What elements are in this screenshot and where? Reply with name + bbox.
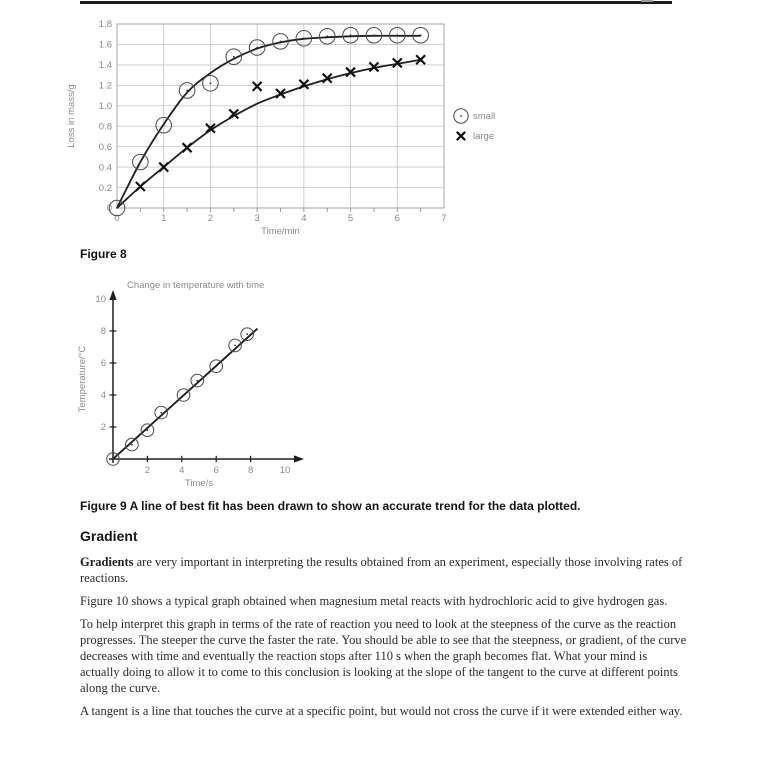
paragraph-1-lead: Gradients	[80, 555, 134, 569]
svg-text:0.6: 0.6	[98, 141, 112, 153]
svg-text:4: 4	[301, 213, 307, 224]
svg-text:0: 0	[114, 213, 120, 224]
figure9-caption: Figure 9 A line of best fit has been drawn to show an accurate trend for the data plotted.	[80, 499, 581, 513]
figure8-caption: Figure 8	[80, 247, 127, 261]
large-series-markers	[136, 55, 425, 191]
svg-text:8: 8	[100, 326, 106, 338]
svg-text:6: 6	[100, 358, 106, 370]
small-curve	[117, 36, 421, 208]
svg-text:Temperature/°C: Temperature/°C	[77, 345, 88, 413]
svg-text:1: 1	[161, 213, 167, 224]
paragraph-3	[80, 616, 688, 696]
svg-text:Time/s: Time/s	[184, 478, 214, 489]
svg-text:1.4: 1.4	[98, 60, 112, 72]
paragraph-4	[80, 703, 688, 719]
svg-text:7: 7	[441, 213, 447, 224]
svg-text:0.8: 0.8	[98, 121, 112, 133]
svg-text:10: 10	[95, 294, 106, 306]
legend	[454, 109, 495, 142]
top-edge-mark	[641, 0, 653, 2]
paragraph-1	[80, 554, 688, 586]
fit-curves	[117, 36, 421, 208]
paragraph-2	[80, 593, 688, 609]
svg-text:2: 2	[100, 422, 106, 434]
figure9-title: Change in temperature with time	[127, 280, 265, 291]
figure8-chart	[60, 10, 540, 247]
paragraph-1-text: are very important in interpreting the results obtained from an experiment, especially those involving rates of reactions.	[80, 555, 683, 585]
top-rule	[80, 1, 672, 4]
svg-text:1.8: 1.8	[98, 19, 112, 31]
svg-text:1.2: 1.2	[98, 80, 112, 92]
svg-text:6: 6	[394, 213, 400, 224]
svg-text:8: 8	[247, 465, 254, 476]
svg-text:1.6: 1.6	[98, 39, 112, 51]
svg-text:1.0: 1.0	[98, 100, 112, 112]
svg-text:large: large	[473, 131, 495, 143]
paragraph-4-text: A tangent is a line that touches the curve at a specific point, but would not cross the curve if it were extended either way.	[80, 704, 683, 718]
svg-text:4: 4	[100, 390, 106, 402]
svg-text:Loss in mass/g: Loss in mass/g	[66, 84, 77, 148]
svg-text:4: 4	[179, 465, 185, 476]
svg-text:5: 5	[347, 213, 354, 224]
svg-text:small: small	[473, 111, 496, 123]
svg-text:0.4: 0.4	[98, 162, 112, 174]
paragraph-3-text: To help interpret this graph in terms of the rate of reaction you need to look at the steepness of the curve as the reaction progresses. The steeper the curve the faster the rate. You should be able to see that the steepness, or gradient, of the curve decreases with time and eventually the reaction stops after 110 s when the graph becomes flat. What your mind is actually doing to allow it to come to this conclusion is looking at the slope of the tangent to the curve at different points along the curve.	[80, 617, 687, 695]
paragraph-2-text: Figure 10 shows a typical graph obtained when magnesium metal reacts with hydrochloric acid to give hydrogen gas.	[80, 594, 668, 608]
svg-text:0: 0	[106, 203, 112, 215]
large-curve	[117, 60, 421, 208]
body-text	[80, 554, 688, 726]
svg-text:6: 6	[213, 465, 219, 476]
svg-text:2: 2	[207, 213, 214, 224]
svg-text:2: 2	[144, 465, 151, 476]
svg-text:0.2: 0.2	[98, 182, 112, 194]
gradient-heading: Gradient	[80, 528, 138, 544]
figure9-chart	[70, 275, 370, 493]
svg-text:Time/min: Time/min	[261, 226, 300, 237]
svg-text:3: 3	[254, 213, 260, 224]
svg-text:10: 10	[279, 465, 291, 476]
